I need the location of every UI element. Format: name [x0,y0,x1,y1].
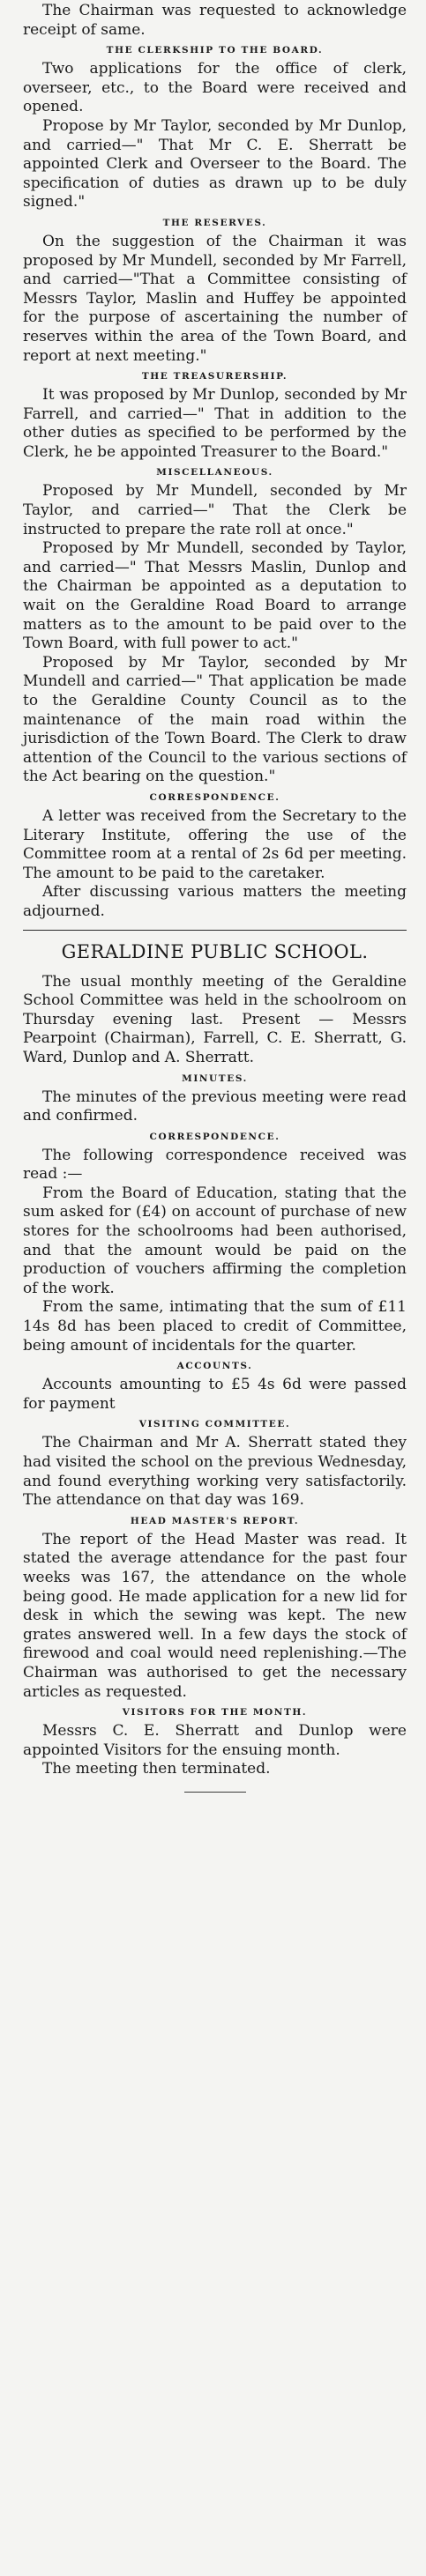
article-title: GERALDINE PUBLIC SCHOOL. [61,940,369,962]
body-paragraph: Proposed by Mr Taylor, seconded by Mr Mundell and carried—" That application be made to the Geraldine County Council as to the maintenance of the main road within the jurisdiction of the Town Board. The Clerk to draw attention of the Council to the various sections of the Act bearing on the question." [23,653,407,786]
body-paragraph: Two applications for the office of clerk, overseer, etc., to the Board were received and opened. [23,60,407,116]
intro-paragraph: The usual monthly meeting of the Geraldine School Committee was held in the schoolroom on Thursday evening last. Present — Messrs Pearpoint (Chairman), Farrell, C. E. Sherratt, G. Ward, Dunlop and A. Sherratt. [23,972,407,1066]
end-rule [184,1792,246,1793]
section-heading-accounts: ACCOUNTS. [176,1361,253,1372]
body-paragraph: The following correspondence received was read :— [23,1146,407,1184]
article-divider [23,930,407,931]
body-paragraph: Proposed by Mr Mundell, seconded by Taylor, and carried—" That Messrs Maslin, Dunlop and the Chairman be appointed as a deputation to wait on the Geraldine Road Board to arrange matters as to the amount to be paid over to the Town Board, with full power to act." [23,539,407,653]
section-heading-correspondence: CORRESPONDENCE. [149,1131,280,1142]
body-paragraph: Accounts amounting to £5 4s 6d were passed for payment [23,1376,407,1413]
body-paragraph: The Chairman and Mr A. Sherratt stated they had visited the school on the previous Wednesday, and found everything working very satisfactorily. The attendance on that day was 169. [23,1434,407,1510]
body-paragraph: Propose by Mr Taylor, seconded by Mr Dunlop, and carried—" That Mr C. E. Sherratt be appointed Clerk and Overseer to the Board. The specification of duties as drawn up to be duly signed." [23,116,407,212]
body-paragraph: Messrs C. E. Sherratt and Dunlop were appointed Visitors for the ensuing month. [23,1722,407,1759]
body-paragraph: After discussing various matters the meeting adjourned. [23,883,407,920]
section-heading-minutes: MINUTES. [182,1073,248,1084]
section-heading-miscellaneous: MISCELLANEOUS. [156,467,273,479]
body-paragraph: On the suggestion of the Chairman it was proposed by Mr Mundell, seconded by Mr Farrell, and carried—"That a Committee consisting of Messrs Taylor, Maslin and Huffey be appointed for the purpose of ascertaining the number of reserves within the area of the Town Board, and report at next meeting." [23,232,407,365]
body-paragraph: From the same, intimating that the sum of £11 14s 8d has been placed to credit of Committee, being amount of incidentals for the quarter. [23,1298,407,1355]
body-paragraph: It was proposed by Mr Dunlop, seconded by Mr Farrell, and carried—" That in addition to the other duties as specified to be performed by the Clerk, he be appointed Treasurer to the Board." [23,386,407,461]
section-heading-head-masters-report: HEAD MASTER'S REPORT. [130,1515,300,1526]
body-paragraph: The minutes of the previous meeting were read and confirmed. [23,1088,407,1125]
section-heading-visiting-committee: VISITING COMMITTEE. [138,1419,291,1430]
body-paragraph: A letter was received from the Secretary to the Literary Institute, offering the use of the Committee room at a rental of 2s 6d per meeting. The amount to be paid to the caretaker. [23,806,407,882]
body-paragraph: The meeting then terminated. [42,1760,271,1778]
section-heading-correspondence: CORRESPONDENCE. [149,791,280,803]
section-heading-visitors: VISITORS FOR THE MONTH. [122,1707,308,1719]
section-heading-treasurership: THE TREASURERSHIP. [141,371,288,382]
body-paragraph: Proposed by Mr Mundell, seconded by Mr Taylor, and carried—" That the Clerk be instructed to prepare the rate roll at once." [23,482,407,538]
section-heading-clerkship: THE CLERKSHIP TO THE BOARD. [106,45,324,56]
body-paragraph: The report of the Head Master was read. It stated the average attendance for the past four weeks was 167, the attendance on the whole being good. He made application for a new lid for desk in which the sewing was kept. The new grates answered well. In a few days the stock of firewood and coal would need replenishing.—The Chairman was authorised to get the necessary articles as requested. [23,1530,407,1701]
section-heading-reserves: THE RESERVES. [162,217,267,228]
body-paragraph: From the Board of Education, stating that the sum asked for (£4) on account of purchase of new stores for the schoolrooms had been authorised, and that the amount would be paid on the production of vouchers affirming the completion of the work. [23,1184,407,1297]
intro-paragraph: The Chairman was requested to acknowledge receipt of same. [23,2,407,39]
